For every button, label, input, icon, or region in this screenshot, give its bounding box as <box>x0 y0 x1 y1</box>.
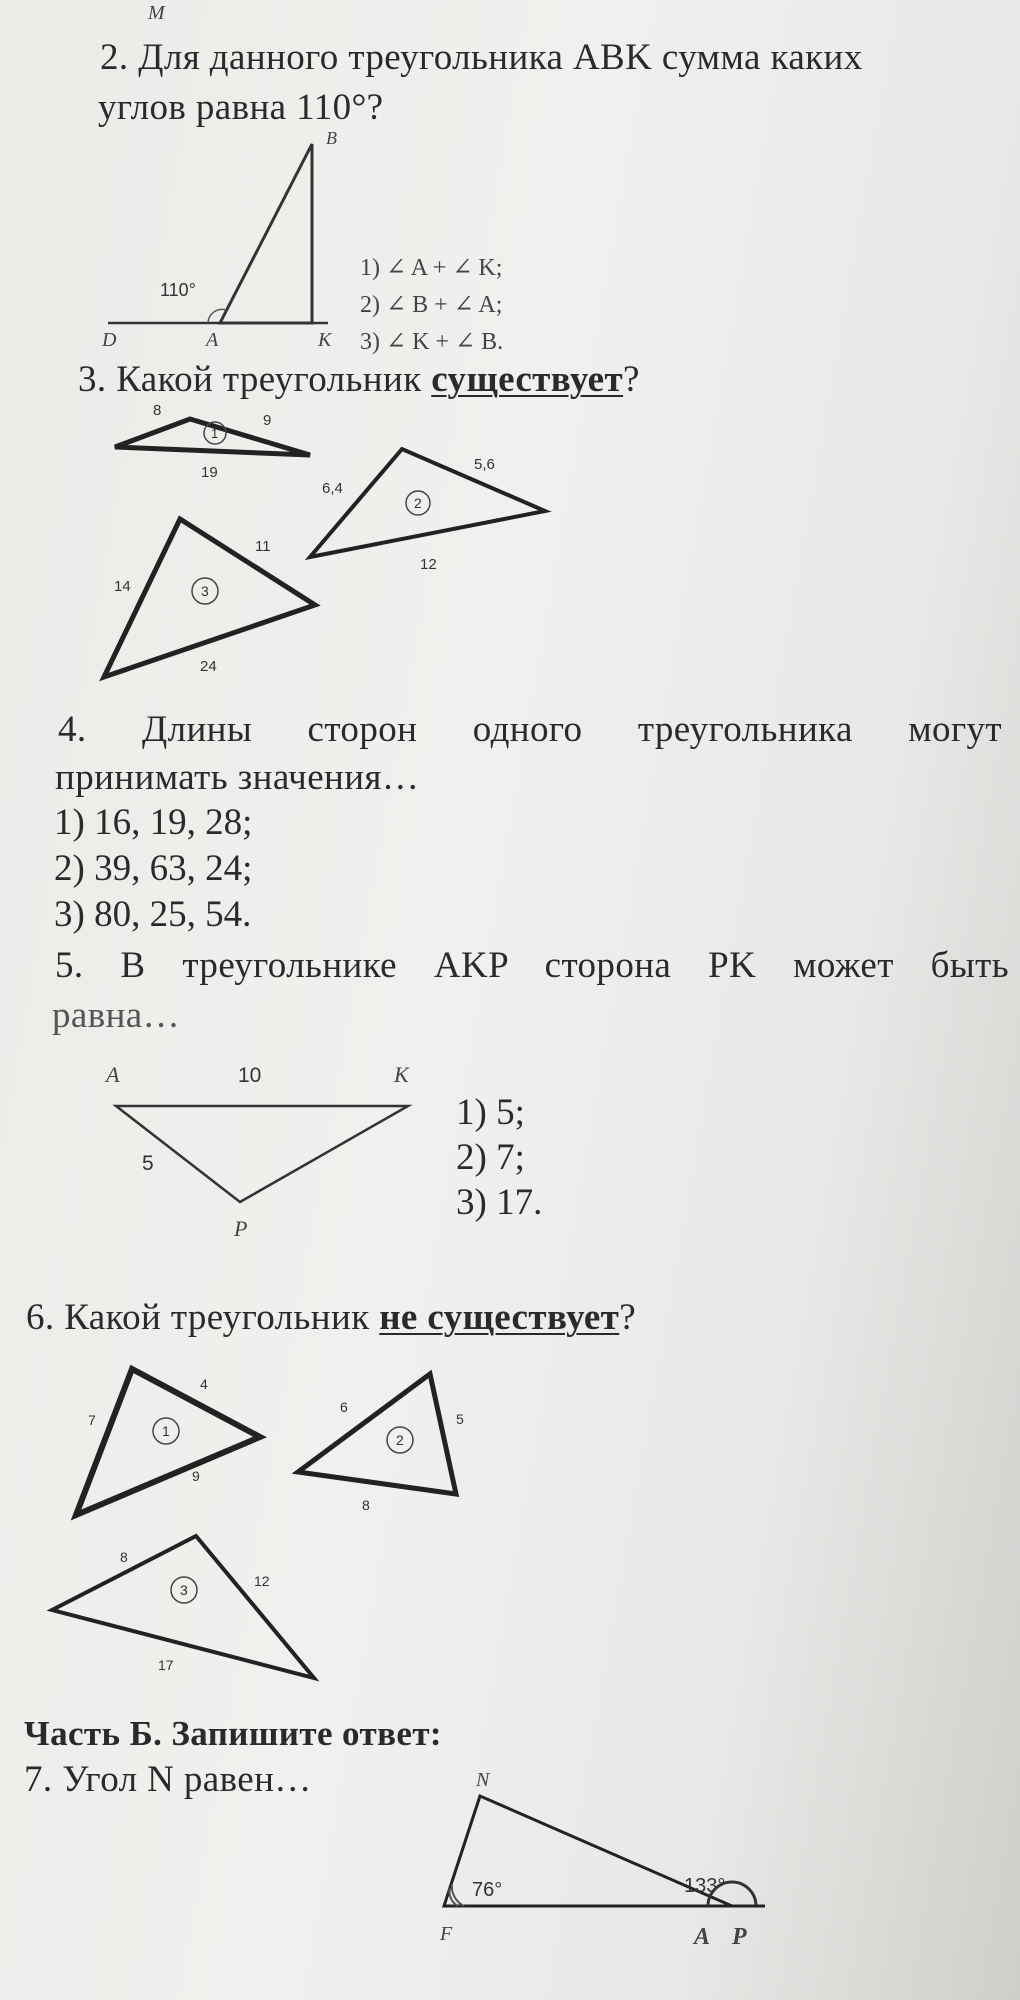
q5-side-left: 5 <box>142 1152 154 1175</box>
q3-triangle-2 <box>310 445 550 585</box>
q2-option-3[interactable]: 3) ∠ K + ∠ B. <box>360 329 504 355</box>
q2-label-D: D <box>102 329 117 351</box>
q6-t3-number: 3 <box>180 1582 188 1598</box>
q2-line2: углов равна 110°? <box>98 87 384 128</box>
q2-angle-label: 110° <box>160 280 196 300</box>
q6-title: 6. Какой треугольник не существует? <box>26 1297 637 1338</box>
q2-option-1[interactable]: 1) ∠ A + ∠ K; <box>360 255 503 281</box>
q6-t3-side-c: 17 <box>158 1657 174 1673</box>
q3-t2-side-a: 6,4 <box>322 480 343 497</box>
q6-t2-side-c: 8 <box>362 1497 370 1513</box>
q7-label-P: P <box>732 1924 747 1950</box>
q5-label-P: P <box>234 1216 248 1241</box>
q6-triangle-2 <box>296 1370 476 1520</box>
q2-label-A: A <box>206 329 219 351</box>
q5-line2: равна… <box>52 995 181 1036</box>
q6-t1-side-c: 9 <box>192 1468 200 1484</box>
q2-options <box>360 250 503 361</box>
q6-triangle-3 <box>50 1530 330 1690</box>
q5-option-2[interactable]: 2) 7; <box>456 1137 525 1178</box>
q4-line1: 4. Длины сторон одного треугольника могут <box>58 709 1002 750</box>
q5-option-3[interactable]: 3) 17. <box>456 1182 543 1223</box>
q3-t2-side-c: 12 <box>420 556 437 573</box>
q7-line: 7. Угол N равен… <box>24 1759 312 1800</box>
q6-triangle-1 <box>70 1365 270 1525</box>
q7-label-F: F <box>440 1923 453 1945</box>
q4-option-2[interactable]: 2) 39, 63, 24; <box>54 848 253 889</box>
q6-t1-number: 1 <box>162 1423 170 1439</box>
q2-figure <box>100 128 337 351</box>
q3-t3-side-a: 14 <box>114 578 131 595</box>
q7-label-A: A <box>694 1924 711 1950</box>
top-label: M <box>148 2 165 24</box>
q7-angle-f: 76° <box>472 1879 503 1901</box>
q6-t3-side-a: 8 <box>120 1549 128 1565</box>
q3-t1-number: 1 <box>211 426 219 441</box>
q5-option-1[interactable]: 1) 5; <box>456 1092 525 1133</box>
q5-line1: 5. В треугольнике AKP сторона PK может быть <box>55 945 1009 986</box>
q6-t1-side-a: 7 <box>88 1412 96 1428</box>
q3-t1-side-b: 9 <box>263 412 272 429</box>
q3-t3-side-c: 24 <box>200 658 217 675</box>
q5-label-K: K <box>394 1062 409 1087</box>
q2-label-B: B <box>326 128 337 148</box>
q5-figure <box>100 1060 440 1250</box>
q6-t2-side-b: 5 <box>456 1411 464 1427</box>
q6-t2-side-a: 6 <box>340 1399 348 1415</box>
q3-title: 3. Какой треугольник существует? <box>78 359 640 400</box>
q3-t1-side-a: 8 <box>153 402 162 419</box>
q5-label-A: A <box>106 1062 120 1087</box>
q6-t3-side-b: 12 <box>254 1573 270 1589</box>
q2-label-K: K <box>318 329 332 351</box>
q3-triangle-1 <box>115 402 315 485</box>
q3-t3-side-b: 11 <box>255 538 271 555</box>
q3-t3-number: 3 <box>201 583 209 599</box>
part-b-heading: Часть Б. Запишите ответ: <box>24 1714 442 1753</box>
q3-triangle-3 <box>100 515 320 685</box>
q4-option-1[interactable]: 1) 16, 19, 28; <box>54 802 253 843</box>
q3-t2-side-b: 5,6 <box>474 456 495 473</box>
q5-side-top: 10 <box>238 1064 262 1087</box>
q2-option-2[interactable]: 2) ∠ B + ∠ A; <box>360 292 503 318</box>
q4-option-3[interactable]: 3) 80, 25, 54. <box>54 894 252 935</box>
q2-line1: 2. Для данного треугольника ABK сумма каких <box>100 37 863 78</box>
q3-t1-side-c: 19 <box>201 464 218 481</box>
q3-t2-number: 2 <box>414 495 422 511</box>
q6-t2-number: 2 <box>396 1432 404 1448</box>
q7-figure <box>420 1760 800 1990</box>
q4-line2: принимать значения… <box>55 757 420 798</box>
q7-angle-a: 133° <box>684 1875 726 1897</box>
q4-options <box>54 800 252 938</box>
q7-label-N: N <box>476 1769 490 1791</box>
q6-t1-side-b: 4 <box>200 1376 208 1392</box>
q5-options <box>456 1090 542 1225</box>
